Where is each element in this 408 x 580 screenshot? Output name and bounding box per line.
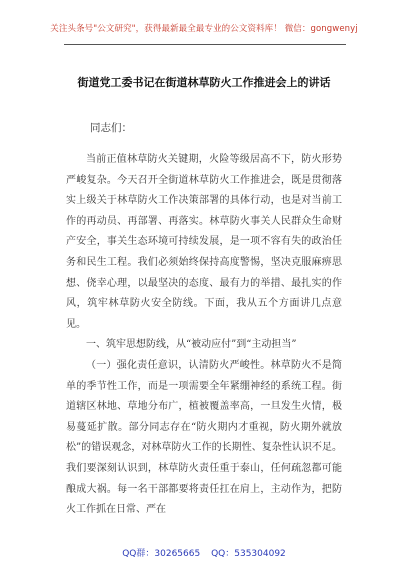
header-divider — [64, 44, 346, 45]
qq-group: QQ群：30265665 — [122, 549, 201, 559]
document-body — [66, 150, 342, 521]
subsection-paragraph: （一）强化责任意识，认清防火严峻性。林草防火不是简单的季节性工作，而是一项需要全年紧绷神经的系统工程。街道辖区林地、草地分布广，植被覆盖率高，一旦发生火情，极易蔓延扩散。部分同志存在“防火期内才重视，防火期外就放松”的错误观念，对林草防火工作的长期性、复杂性认识不足。我们要深刻认识到，林草防火责任重于泰山，任何疏忽都可能酿成大祸。每一名干部都要将责任扛在肩上，主动作为，把防火工作抓在日常、严在 — [66, 359, 342, 516]
section-heading: 一、筑牢思想防线，从“被动应付”到“主动担当” — [86, 339, 297, 351]
intro-paragraph: 当前正值林草防火关键期，火险等级居高不下，防火形势严峻复杂。今天召开全街道林草防火工作推进会，既是贯彻落实上级关于林草防火工作决策部署的具体行动，也是对当前工作的再动员、再部署、再落实。林草防火事关人民群众生命财产安全，事关生态环境可持续发展，是一项不容有失的政治任务和民生工程。我们必须始终保持高度警惕，坚决克服麻痹思想、侥幸心理，以最坚决的态度、最有力的举措、最扎实的作风，筑牢林草防火安全防线。下面，我从五个方面讲几点意见。 — [66, 154, 342, 330]
contact-footer — [0, 546, 408, 559]
document-title: 街道党工委书记在街道林草防火工作推进会上的讲话 — [77, 76, 331, 89]
salutation: 同志们： — [90, 122, 132, 134]
qq-contact: QQ：535304092 — [211, 549, 286, 559]
promo-header: 关注头条号"公文研究"，获得最新最全最专业的公文资料库！ 微信：gongwenyj — [50, 24, 358, 34]
